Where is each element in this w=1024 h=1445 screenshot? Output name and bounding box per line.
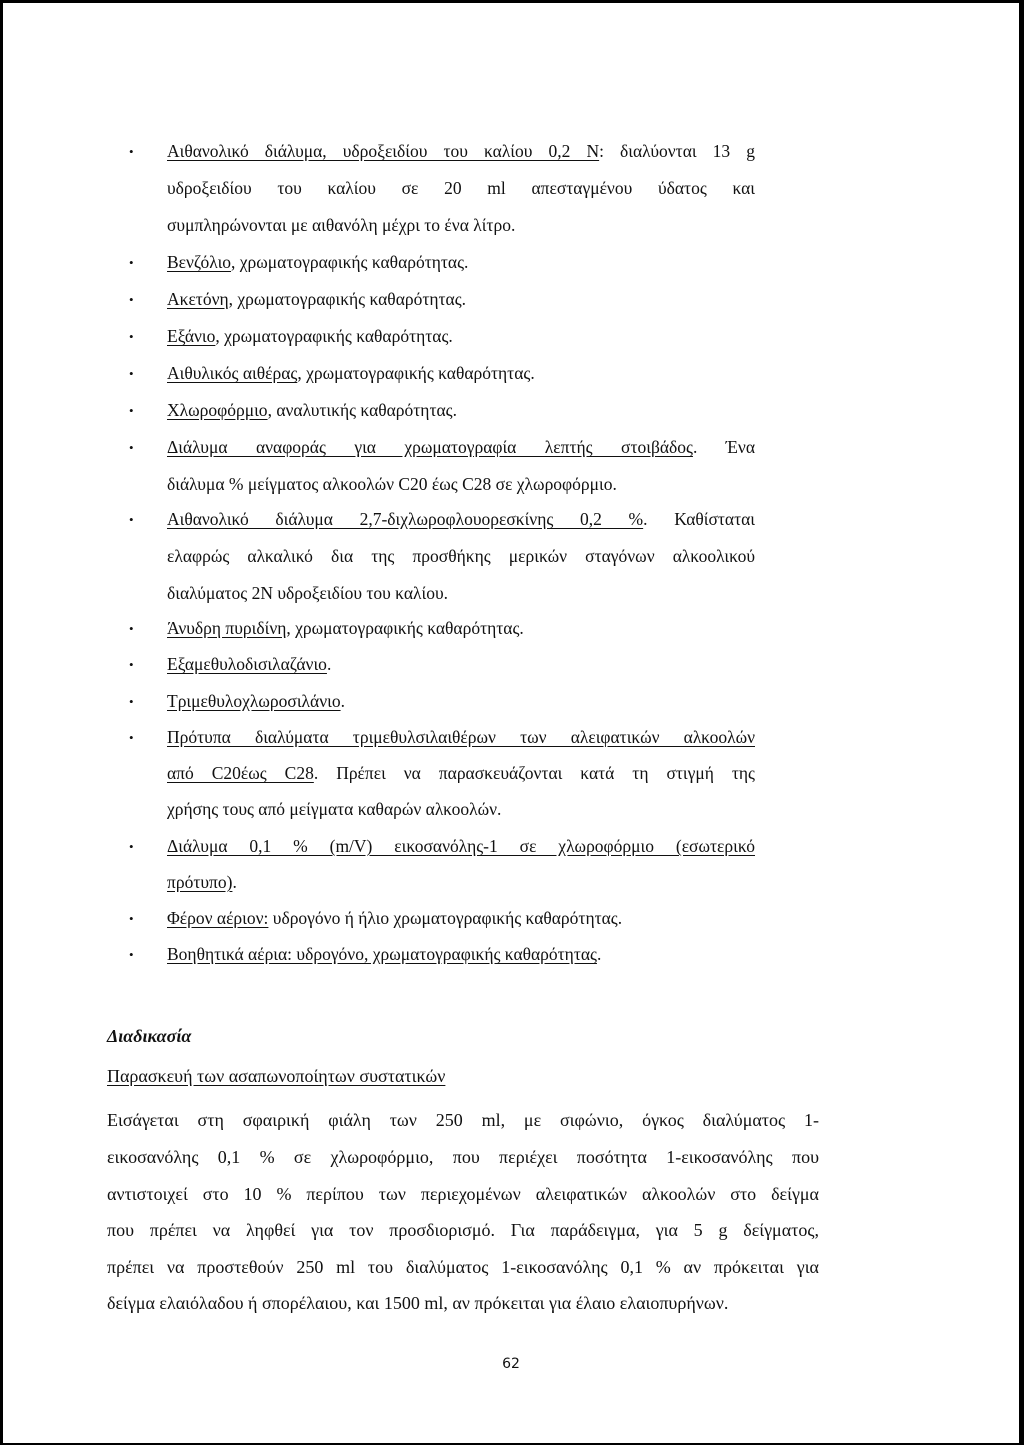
- bullet-icon: •: [129, 730, 134, 745]
- section-subheading: Παρασκευή των ασαπωνοποίητων συστατικών: [107, 1066, 446, 1086]
- paragraph-line: Εισάγεται στη σφαιρική φιάλη των 250 ml, με σιφώνιο, όγκος διαλύματος 1-: [107, 1110, 819, 1130]
- list-item: • Διάλυμα αναφοράς για χρωματογραφία λεπτής στοιβάδος. Ένα: [167, 429, 755, 466]
- list-item: • Αιθυλικός αιθέρας, χρωματογραφικής καθαρότητας.: [167, 355, 755, 392]
- bullet-icon: •: [129, 403, 134, 418]
- list-item: • Εξαμεθυλοδισιλαζάνιο.: [167, 646, 755, 683]
- list-item: • Τριμεθυλοχλωροσιλάνιο.: [167, 683, 755, 720]
- list-item-continuation: διαλύματος 2Ν υδροξειδίου του καλίου.: [167, 583, 448, 603]
- bullet-icon: •: [129, 255, 134, 270]
- list-item: • Ακετόνη, χρωματογραφικής καθαρότητας.: [167, 281, 755, 318]
- bullet-icon: •: [129, 512, 134, 527]
- paragraph-line: εικοσανόλης 0,1 % σε χλωροφόρμιο, που περιέχει ποσότητα 1-εικοσανόλης που: [107, 1147, 819, 1167]
- list-item-continuation: πρότυπο).: [167, 872, 237, 892]
- bullet-icon: •: [129, 657, 134, 672]
- list-item: • Εξάνιο, χρωματογραφικής καθαρότητας.: [167, 318, 755, 355]
- list-item: • Χλωροφόρμιο, αναλυτικής καθαρότητας.: [167, 392, 755, 429]
- list-item-continuation: συμπληρώνονται με αιθανόλη μέχρι το ένα λίτρο.: [167, 215, 516, 235]
- list-item-continuation: από C20έως C28. Πρέπει να παρασκευάζονται κατά τη στιγμή της: [167, 763, 755, 783]
- paragraph-line: που πρέπει να ληφθεί για τον προσδιορισμό. Για παράδειγμα, για 5 g δείγματος,: [107, 1220, 819, 1240]
- list-item-continuation: διάλυμα % μείγματος αλκοολών C20 έως C28 σε χλωροφόρμιο.: [167, 474, 617, 494]
- paragraph-line: αντιστοιχεί στο 10 % περίπου των περιεχομένων αλειφατικών αλκοολών στο δείγμα: [107, 1184, 819, 1204]
- page-number: 62: [502, 1356, 520, 1372]
- list-item: • Βοηθητικά αέρια: υδρογόνο, χρωματογραφικής καθαρότητας.: [167, 936, 755, 973]
- bullet-icon: •: [129, 694, 134, 709]
- list-item: • Αιθανολικό διάλυμα, υδροξειδίου του καλίου 0,2 Ν: διαλύονται 13 g: [167, 133, 755, 170]
- bullet-icon: •: [129, 329, 134, 344]
- bullet-icon: •: [129, 911, 134, 926]
- bullet-icon: •: [129, 292, 134, 307]
- bullet-icon: •: [129, 440, 134, 455]
- list-item: • Φέρον αέριον: υδρογόνο ή ήλιο χρωματογραφικής καθαρότητας.: [167, 900, 755, 937]
- list-item: • Πρότυπα διαλύματα τριμεθυλσιλαιθέρων των αλειφατικών αλκοολών: [167, 719, 755, 756]
- document-page: [3, 3, 1019, 1443]
- list-item: • Βενζόλιο, χρωματογραφικής καθαρότητας.: [167, 244, 755, 281]
- bullet-icon: •: [129, 621, 134, 636]
- paragraph-line: δείγμα ελαιόλαδου ή σπορέλαιου, και 1500 ml, αν πρόκειται για έλαιο ελαιοπυρήνων.: [107, 1293, 729, 1313]
- bullet-icon: •: [129, 144, 134, 159]
- paragraph-line: πρέπει να προστεθούν 250 ml του διαλύματος 1-εικοσανόλης 0,1 % αν πρόκειται για: [107, 1257, 819, 1277]
- bullet-icon: •: [129, 947, 134, 962]
- list-item: • Διάλυμα 0,1 % (m/V) εικοσανόλης-1 σε χλωροφόρμιο (εσωτερικό: [167, 828, 755, 865]
- bullet-icon: •: [129, 839, 134, 854]
- list-item-continuation: χρήσης τους από μείγματα καθαρών αλκοολών.: [167, 799, 502, 819]
- list-item: • Άνυδρη πυριδίνη, χρωματογραφικής καθαρότητας.: [167, 610, 755, 647]
- section-heading: Διαδικασία: [107, 1026, 192, 1046]
- bullet-icon: •: [129, 366, 134, 381]
- list-item-continuation: υδροξειδίου του καλίου σε 20 ml απεσταγμένου ύδατος και: [167, 178, 755, 198]
- list-item: • Αιθανολικό διάλυμα 2,7-διχλωροφλουορεσκίνης 0,2 %. Καθίσταται: [167, 501, 755, 538]
- list-item-continuation: ελαφρώς αλκαλικό δια της προσθήκης μερικών σταγόνων αλκοολικού: [167, 546, 755, 566]
